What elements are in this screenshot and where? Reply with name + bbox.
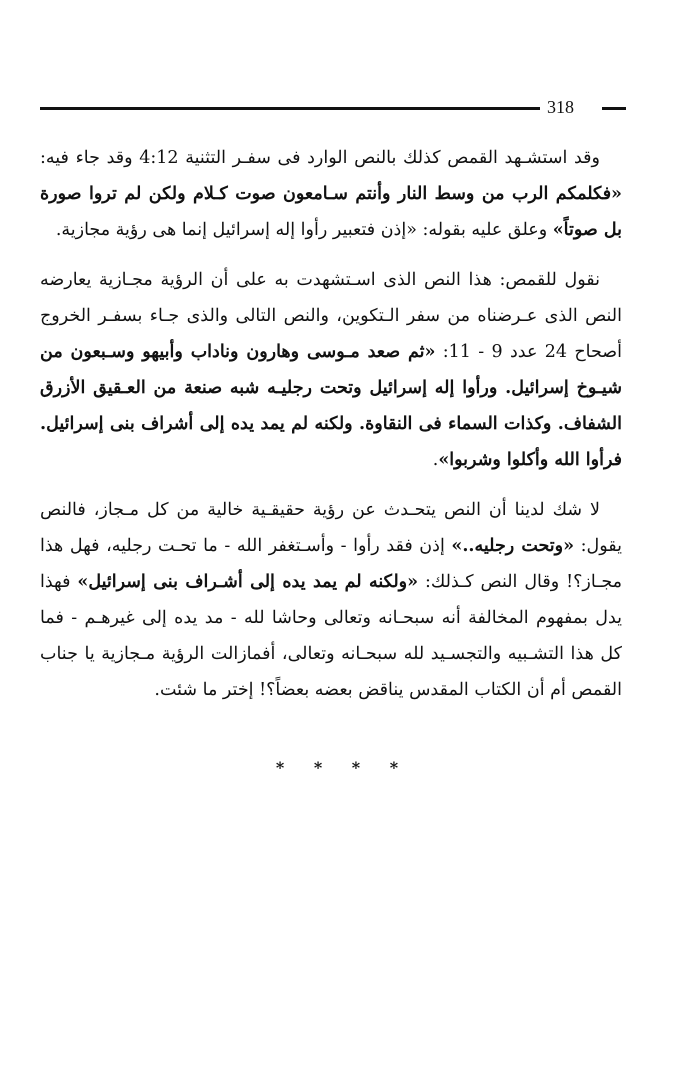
paragraph-1-text: وقد استشـهد القمص كذلك بالنص الوارد فى سفـر التثنية 4:12 وقد جاء فيه:	[40, 148, 600, 168]
paragraph-3-text-c: فهذا يدل بمفهوم المخالفة أنه سبحـانه وتعالى وحاشا لله - مد يده إلى غيرهـم - فما كل هذا التشـبيه والتجسـيد لله سبحـانه وتعالى، أفمازالت الرؤية مـجازية يا جناب القمص أم أن الكتاب المقدس يناقض بعضه بعضاً؟! إختر ما شئت.	[40, 572, 622, 700]
paragraph-2-end: .	[432, 450, 439, 470]
quote-nobles: «ولكنه لم يمد يده إلى أشـراف بنى إسرائيل»	[77, 572, 419, 592]
paragraph-3	[40, 492, 622, 708]
header-rule-short	[602, 107, 626, 110]
page-header	[40, 96, 622, 120]
paragraph-3-text-b: إذن فقد رأوا - وأسـتغفر الله - ما تحـت رجليه، فهل هذا مجـاز؟! وقال النص كـذلك:	[40, 536, 622, 592]
paragraph-2	[40, 262, 622, 478]
paragraph-1-comment: وعلق عليه بقوله: «إذن فتعبير رأوا إله إسرائيل إنما هى رؤية مجازية.	[55, 220, 553, 240]
section-separator: * * * *	[275, 758, 411, 777]
paragraph-1	[40, 140, 622, 248]
quote-under-feet: «وتحت رجليه..»	[451, 536, 575, 556]
paragraph-3-text-a: لا شك لدينا أن النص يتحـدث عن رؤية حقيقـية خالية من كل مـجاز، فالنص يقول:	[40, 500, 623, 556]
quote-deuteronomy: «فكلمكم الرب من وسط النار وأنتم سـامعون صوت كـلام ولكن لم تروا صورة بل صوتاً»	[40, 184, 622, 240]
paragraph-2-text: نقول للقمص: هذا النص الذى اسـتشهدت به على أن الرؤية مجـازية يعارضه النص الذى عـرضناه من سفر الـتكوين، والنص التالى والذى جـاء بسفـر الخروج أصحاح 24 عدد 9 - 11:	[40, 270, 622, 362]
page-number: 318	[547, 97, 574, 117]
quote-exodus: «ثم صعد مـوسى وهارون وناداب وأبيهو وسـبعون من شيـوخ إسرائيل. ورأوا إله إسرائيل وتحت رجليـه شبه صنعة من العـقيق الأزرق الشفاف. وكذات السماء فى النقاوة. ولكنه لم يمد يده إلى أشراف بنى إسرائيل. فرأوا الله وأكلوا وشربوا»	[40, 342, 622, 470]
header-rule-long	[40, 107, 540, 110]
page-body	[40, 140, 622, 708]
